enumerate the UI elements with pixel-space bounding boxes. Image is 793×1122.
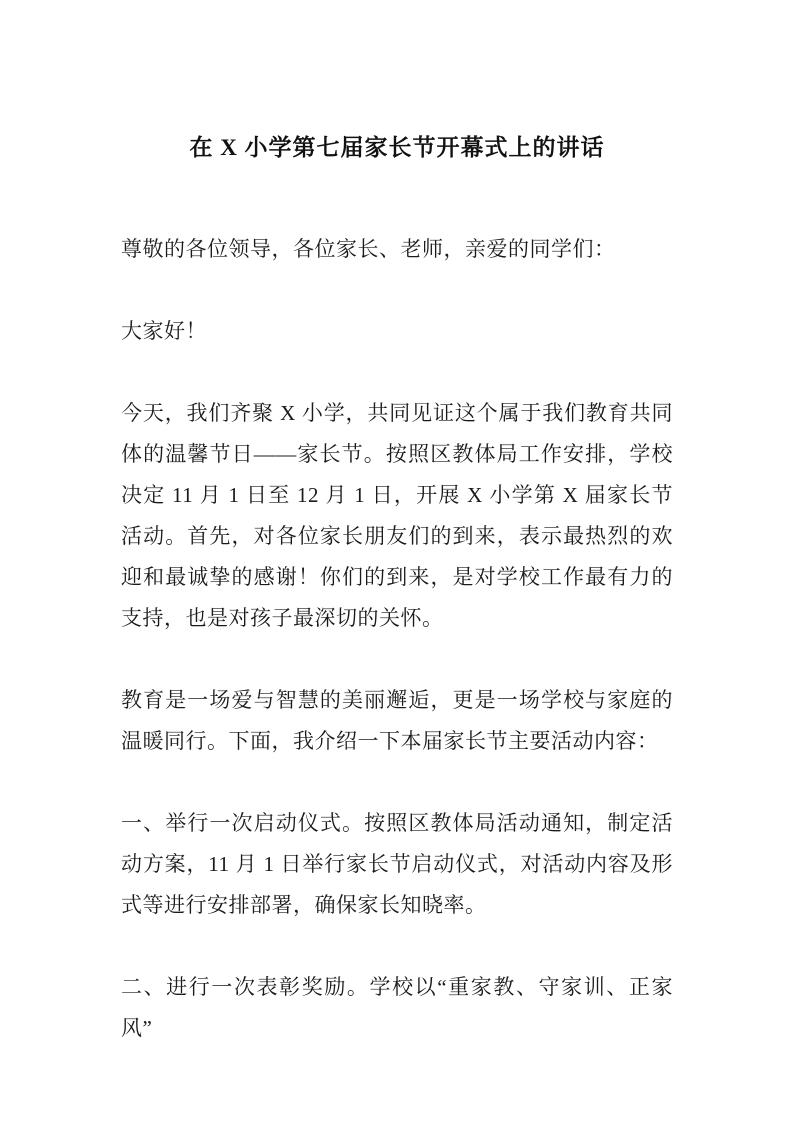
paragraph-greeting: 大家好！ [121, 319, 207, 343]
paragraph-item-2: 二、进行一次表彰奖励。学校以“重家教、守家训、正家风” [121, 975, 673, 1040]
document-title: 在 X 小学第七届家长节开幕式上的讲话 [189, 135, 605, 160]
paragraph-introduction: 今天，我们齐聚 X 小学，共同见证这个属于我们教育共同体的温馨节日——家长节。按照区教体局工作安排，学校决定 11 月 1 日至 12 月 1 日，开展 X 小学第 X 届家长节活动。首先，对各位家长朋友们的到来，表示最热烈的欢迎和最诚挚的感谢！你们的到来，是对学校工作最有力的支持，也是对孩子最深切的关怀。 [121, 401, 673, 630]
paragraph-item-1: 一、举行一次启动仪式。按照区教体局活动通知，制定活动方案，11 月 1 日举行家长节启动仪式，对活动内容及形式等进行安排部署，确保家长知晓率。 [121, 811, 673, 917]
paragraph-transition: 教育是一场爱与智慧的美丽邂逅，更是一场学校与家庭的温暖同行。下面，我介绍一下本届家长节主要活动内容： [121, 688, 673, 753]
paragraph-salutation: 尊敬的各位领导，各位家长、老师，亲爱的同学们： [121, 237, 616, 261]
